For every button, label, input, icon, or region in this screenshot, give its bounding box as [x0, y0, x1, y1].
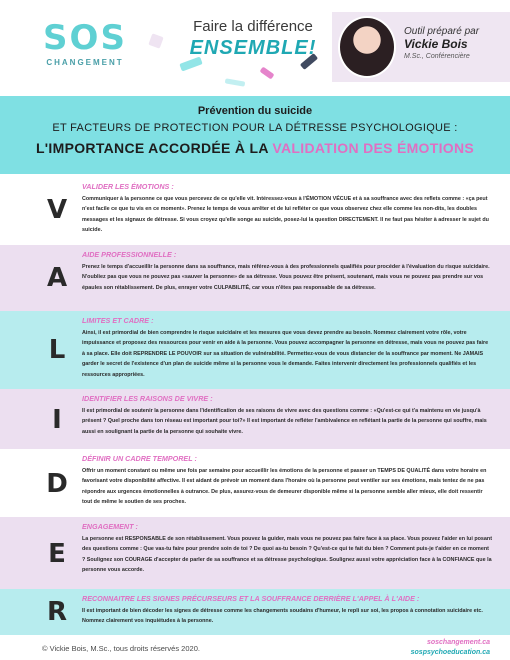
title-line3-prefix: L'IMPORTANCE ACCORDÉE À LA [35, 140, 273, 156]
acronym-letter: R [46, 597, 68, 627]
footer [0, 637, 510, 660]
row-body: La personne est RESPONSABLE de son rétablissement. Vous pouvez la guider, mais vous ne pouvez pas faire face à sa place. Vous pouvez l'aider en lui posant des questions comme : Que vas-tu faire pour prendre soin de toi ? De quoi as-tu besoin ? Qu'est-ce qui te fait du bien ? Comment puis-je t'aider en ce moment ? Soulignez son COURAGE d'accepter de parler de sa souffrance et sa détresse psychologique. Soulignez aussi votre appréciation face à la CONFIANCE que la personne vous accorde. [82, 536, 492, 574]
website-link-sospsychoeducation[interactable]: sospsychoeducation.ca [410, 649, 490, 656]
slogan [178, 18, 328, 60]
row-content [82, 316, 492, 380]
slogan-line2: ENSEMBLE! [189, 37, 317, 59]
row-l [0, 311, 510, 389]
title-line1: Prévention du suicide [197, 105, 313, 117]
logo-wordmark: SOS [43, 18, 127, 58]
acronym-letter: V [46, 195, 68, 225]
row-body: Prenez le temps d'accueillir la personne dans sa souffrance, mais référez-vous à des professionnels qualifiés pour procéder à l'évaluation du risque suicidaire. N'oubliez pas que vous ne pouvez pas «sauver la personne» de sa détresse. Vous pouvez être présent, soutenant, mais vous ne pouvez pas prendre sur vos épaules son rétablissement. De plus, enrayer votre CULPABILITÉ, car vous n'êtes pas responsable de sa détresse. [82, 264, 490, 291]
row-heading: AIDE PROFESSIONNELLE : [82, 250, 177, 259]
title-line2: ET FACTEURS DE PROTECTION POUR LA DÉTRESSE PSYCHOLOGIQUE : [52, 122, 458, 134]
row-i [0, 389, 510, 449]
row-content [82, 454, 492, 508]
row-v [0, 177, 510, 245]
row-content [82, 250, 492, 293]
row-body: Offrir un moment constant ou même une fois par semaine pour accueillir les émotions de la personne et passer un TEMPS DE QUALITÉ dans votre horaire en favorisant votre disponibilité affective. Il est aidant de prévoir un moment dans l'horaire où la personne peut ventiler sur ses émotions, mais tentez de ne pas répondre aux urgences émotionnelles à outrance. De plus, assurez-vous de demeurer disponible même si la personne semble aller mieux, elle doit ressentir tout de même le soutien de ses proches. [82, 468, 487, 506]
copyright-text: © Vickie Bois, M.Sc., tous droits réservés 2020. [42, 644, 200, 653]
row-heading: RECONNAITRE LES SIGNES PRÉCURSEURS ET LA SOUFFRANCE DERRIÈRE L'APPEL À L'AIDE : [82, 594, 420, 603]
acronym-letter: E [48, 539, 66, 569]
row-e [0, 517, 510, 589]
row-heading: ENGAGEMENT : [82, 522, 138, 531]
acronym-letter: A [46, 263, 68, 293]
row-body: Il est important de bien décoder les signes de détresse comme les changements soudains d'humeur, le repli sur soi, les propos à connotation suicidaire etc. Nommez clairement vos inquiétudes à la personne. [82, 608, 483, 625]
slogan-line1: Faire la différence [193, 18, 313, 35]
author-info [404, 26, 504, 60]
tool-label: Outil préparé par [404, 26, 480, 37]
row-heading: LIMITES ET CADRE : [82, 316, 154, 325]
row-body: Il est primordial de soutenir la personne dans l'identification de ses raisons de vivre avec des questions comme : «Qu'est-ce qui t'a maintenu en vie jusqu'à présent ? Quel proche dans ton réseau est important pour toi?» Il est important de refléter l'ambivalence en reflétant la partie de la personne qui souffre, mais aussi en soulignant la partie de la personne qui souhaite vivre. [82, 408, 487, 435]
website-link-soschangement[interactable]: soschangement.ca [426, 639, 490, 646]
row-d [0, 449, 510, 517]
row-heading: VALIDER LES ÉMOTIONS : [82, 182, 174, 191]
row-body: Ainsi, il est primordial de bien comprendre le risque suicidaire et les mesures que vous devez prendre au besoin. Nommez clairement votre rôle, votre impuissance et proposez des ressources pour venir en aide à la personne. Vous pouvez accompagner la personne en détresse, mais vous ne pouvez pas faire à sa place. Elle doit REPRENDRE LE POUVOIR sur sa situation de vulnérabilité. Permettez-vous de vous distancier de la souffrance par moment. Ne JAMAIS garder le secret de l'existence d'un plan de suicide même si la personne vous le demande. Faites intervenir directement les professionnels qualifiés et les ressources appropriées. [82, 330, 489, 378]
acronym-letter: D [46, 469, 68, 499]
title-line3 [0, 140, 510, 156]
author-credentials: M.Sc., Conférencière [404, 53, 470, 60]
acronym-letter: L [48, 335, 66, 365]
sos-changement-logo [30, 18, 140, 78]
author-box [332, 12, 510, 82]
title-line3-highlight: VALIDATION DES ÉMOTIONS [272, 140, 475, 156]
author-avatar [338, 16, 396, 78]
row-content [82, 594, 492, 627]
row-content [82, 522, 492, 576]
logo-subtitle: CHANGEMENT [46, 58, 124, 67]
row-r [0, 589, 510, 635]
row-a [0, 245, 510, 311]
acronym-letter: I [52, 405, 62, 435]
row-content [82, 182, 492, 236]
row-heading: DÉFINIR UN CADRE TEMPOREL : [82, 454, 197, 463]
row-body: Communiquer à la personne ce que vous percevez de ce qu'elle vit. Intéressez-vous à l'ÉMOTION VÉCUE et à sa souffrance avec des reflets comme : «ça peut n'est facile ce que tu vis en ce moment». Prenez le temps de vous arrêter et de lui refléter ce que vous observez chez elle comme les non-dits, les doubles messages et les signaux de détresse. Si vous croyez qu'elle songe au suicide, posez-lui la question DIRECTEMENT. Il ne faut pas hésiter à adresser le sujet du suicide. [82, 196, 489, 234]
title-banner [0, 96, 510, 174]
row-heading: IDENTIFIER LES RAISONS DE VIVRE : [82, 394, 213, 403]
header [0, 0, 510, 92]
author-name: Vickie Bois [404, 37, 468, 51]
row-content [82, 394, 492, 437]
